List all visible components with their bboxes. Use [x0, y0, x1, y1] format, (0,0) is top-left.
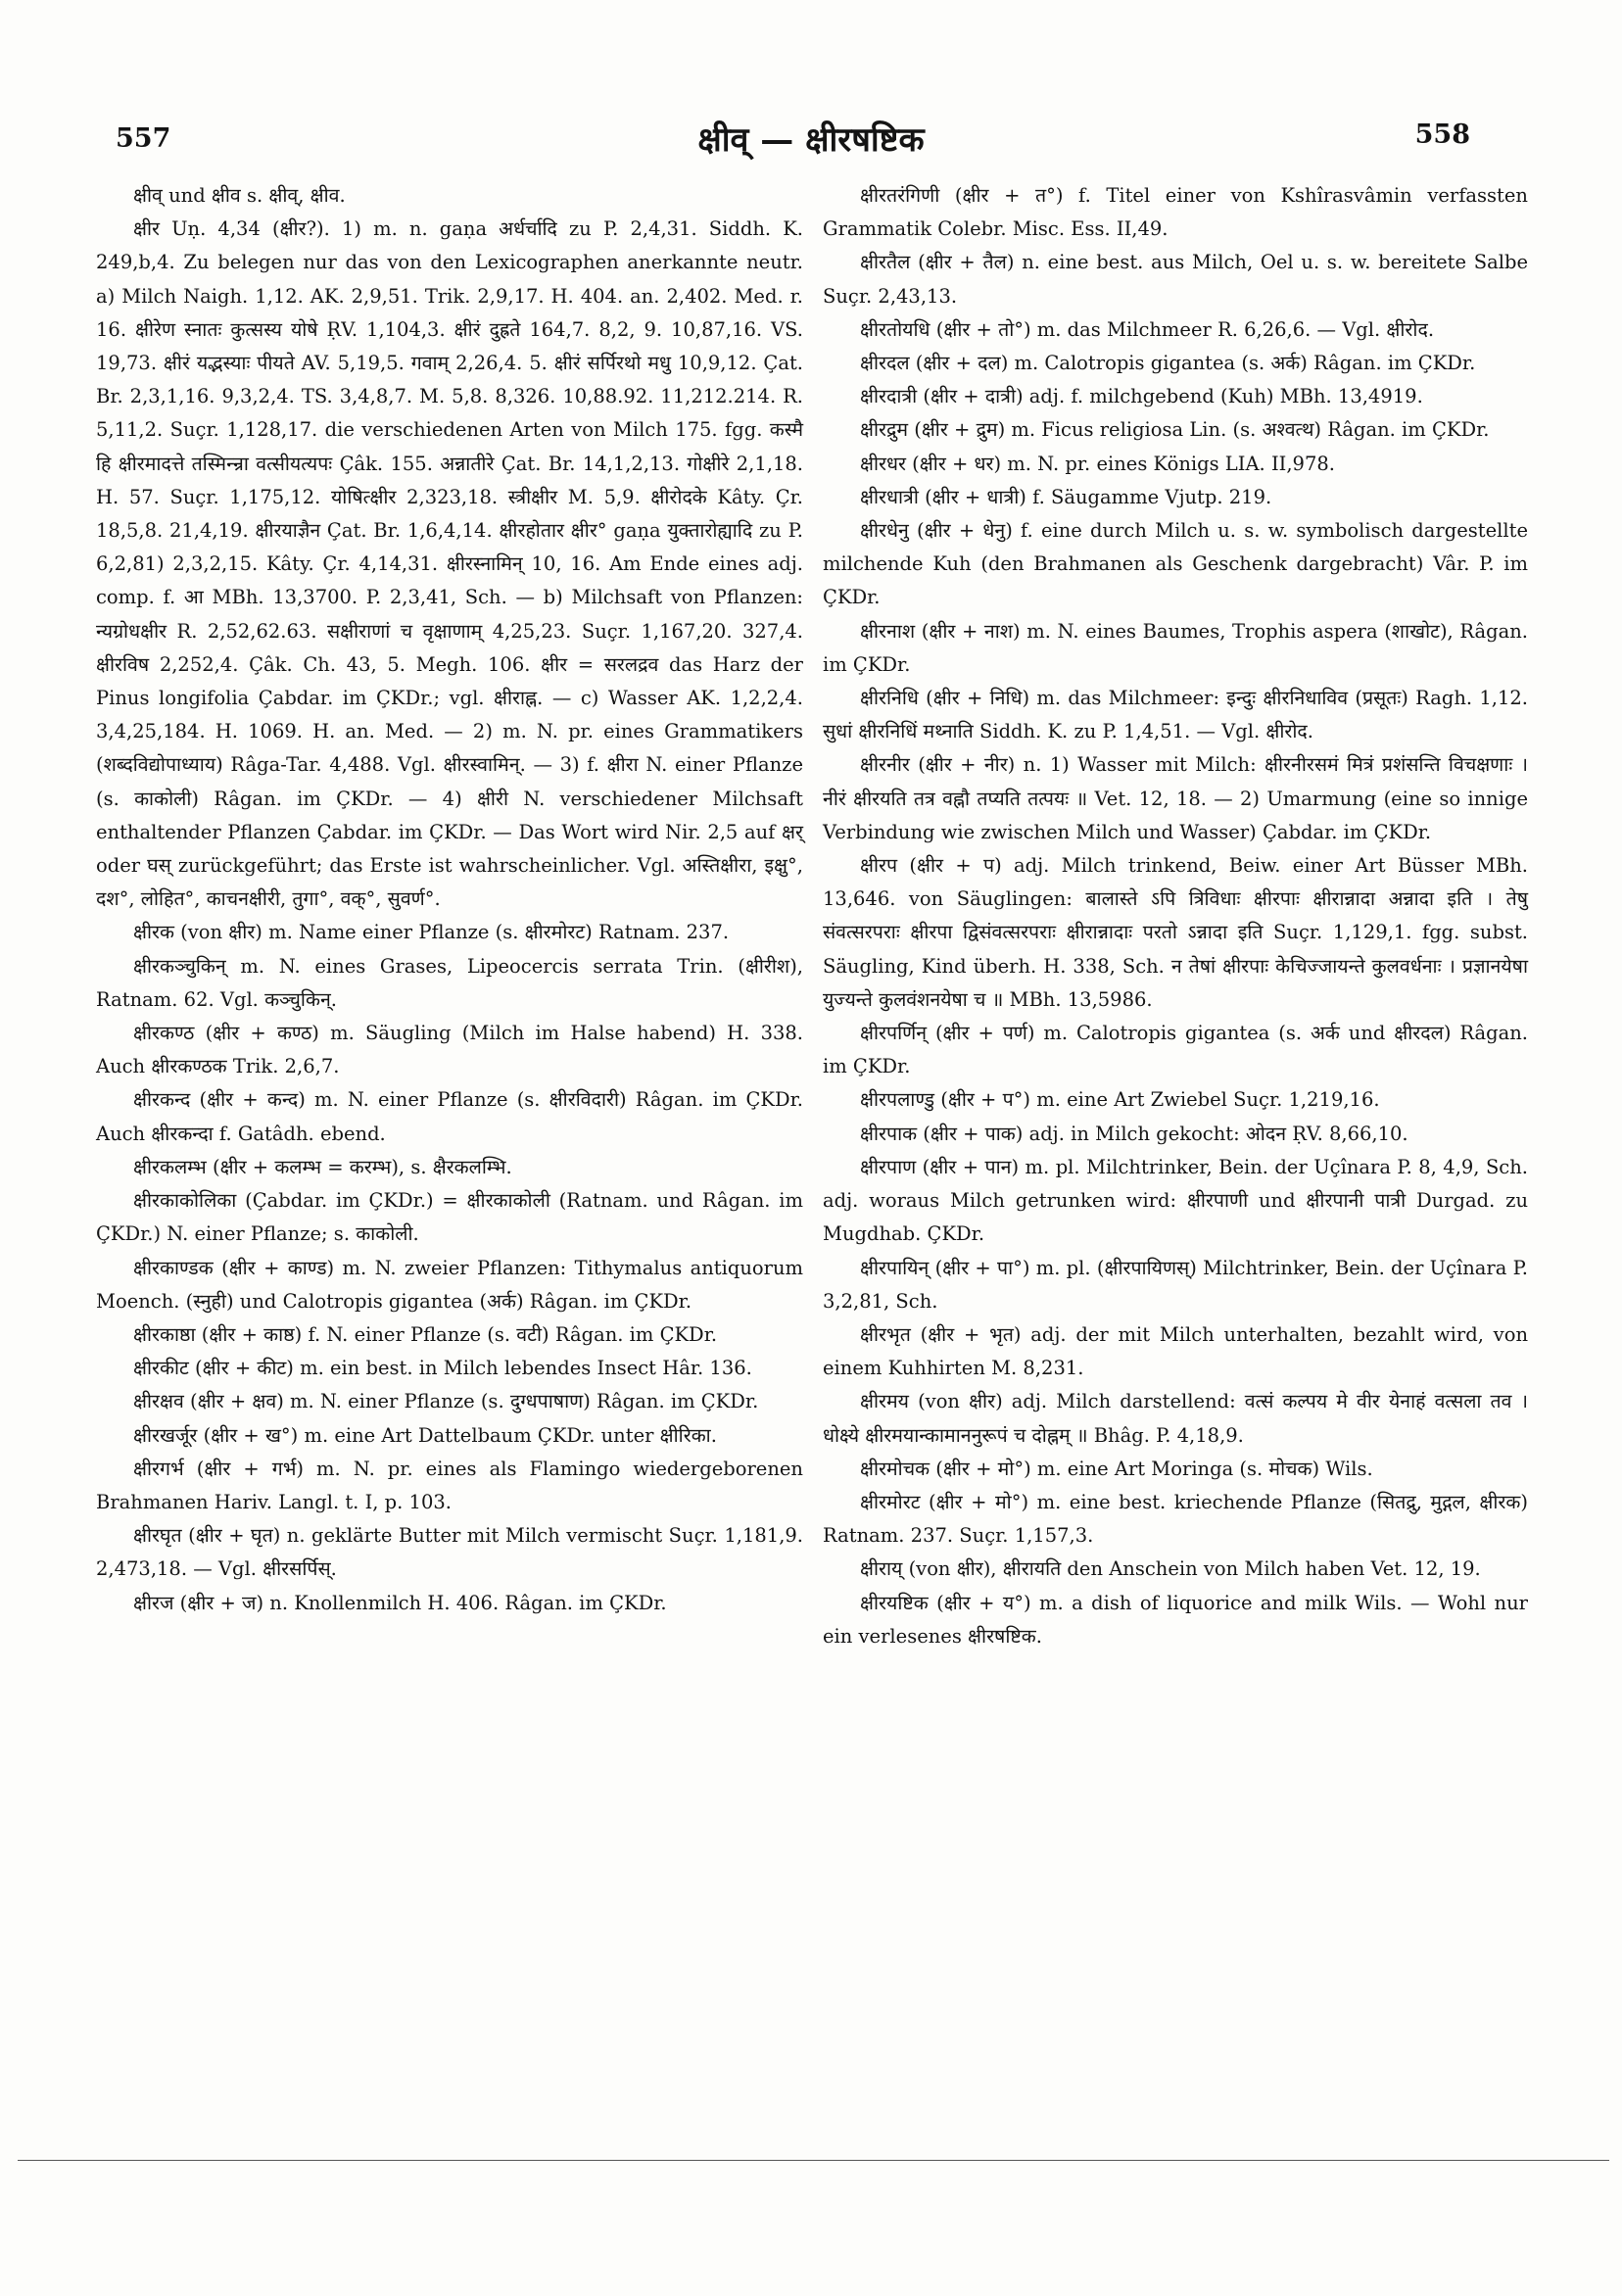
dictionary-entry: क्षीरज (क्षीर + ज) n. Knollenmilch H. 406. Râgan. im ÇKDr. [133, 1591, 667, 1614]
dictionary-entry: क्षीरतरंगिणी (क्षीर + त°) f. Titel einer von Kshîrasvâmin verfassten Grammatik Colebr. Misc. Ess. II,49. [823, 184, 1528, 241]
dictionary-entry: क्षीरखर्जूर (क्षीर + ख°) m. eine Art Dattelbaum ÇKDr. unter क्षीरिका. [133, 1423, 717, 1447]
running-title: क्षीव् — क्षीरषष्टिक [697, 120, 925, 160]
dictionary-entry: क्षीरपाण (क्षीर + पान) m. pl. Milchtrinker, Bein. der Uçînara P. 8, 4,9, Sch. adj. woraus Milch getrunken wird: क्षीरपाणी und क्षीरपानी पात्री Durgad. zu Mugdhab. ÇKDr. [823, 1155, 1528, 1246]
dictionary-entry: क्षीरपाक (क्षीर + पाक) adj. in Milch gekocht: ओदन ṚV. 8,66,10. [860, 1122, 1408, 1145]
dictionary-entry: क्षीव् und क्षीव s. क्षीव्, क्षीव. [133, 184, 346, 207]
dictionary-entry: क्षीरनीर (क्षीर + नीर) n. 1) Wasser mit Milch: क्षीरनीरसमं मित्रं प्रशंसन्ति विचक्षणाः । नीरं क्षीरयति तत्र वह्नौ तप्यति तत्पयः ॥ Vet. 12, 18. — 2) Umarmung (eine so innige Verbindung wie zwischen Milch und Wasser) Çabdar. im ÇKDr. [823, 753, 1528, 843]
dictionary-entry: क्षीरमोचक (क्षीर + मो°) m. eine Art Moringa (s. मोचक) Wils. [860, 1457, 1373, 1480]
dictionary-entry: क्षीरकाष्ठा (क्षीर + काष्ठ) f. N. einer Pflanze (s. वटी) Râgan. im ÇKDr. [133, 1322, 718, 1346]
dictionary-entry: क्षीरप (क्षीर + प) adj. Milch trinkend, Beiw. einer Art Büsser MBh. 13,646. von Säuglingen: बालास्ते ऽपि त्रिविधाः क्षीरपाः क्षीरान्नादा अन्नादा इति । तेषु संवत्सरपराः क्षीरपा द्विसंवत्सरपराः क्षीरान्नादाः परतो ऽन्नादा इति Suçr. 1,129,1. fgg. subst. Säugling, Kind überh. H. 338, Sch. न तेषां क्षीरपाः केचिज्जायन्ते कुलवर्धनाः । प्रज्ञानयेषा युज्यन्ते कुलवंशनयेषा च ॥ MBh. 13,5986. [823, 854, 1528, 1011]
dictionary-entry: क्षीर Uṇ. 4,34 (क्षीर?). 1) m. n. gaṇa अर्धर्चादि zu P. 2,4,31. Siddh. K. 249,b,4. Zu belegen nur das von den Lexicographen anerkannte neutr. a) Milch Naigh. 1,12. AK. 2,9,51. Trik. 2,9,17. H. 404. an. 2,402. Med. r. 16. क्षीरेण स्नातः कुत्सस्य योषे ṚV. 1,104,3. क्षीरं दुह्रते 164,7. 8,2, 9. 10,87,16. VS. 19,73. क्षीरं यद्भस्याः पीयते AV. 5,19,5. गवाम् 2,26,4. 5. क्षीरं सर्पिरथो मधु 10,9,12. Çat. Br. 2,3,1,16. 9,3,2,4. TS. 3,4,8,7. M. 5,8. 8,326. 10,88.92. 11,212.214. R. 5,11,2. Suçr. 1,128,17. die verschiedenen Arten von Milch 175. fgg. कस्मै हि क्षीरमादत्ते तस्मिन्न्रा वत्सीयत्यपः Çâk. 155. अन्नातीरे Çat. Br. 14,1,2,13. गोक्षीरे 2,1,18. H. 57. Suçr. 1,175,12. योषित्क्षीर 2,323,18. स्त्रीक्षीर M. 5,9. क्षीरोदके Kâty. Çr. 18,5,8. 21,4,19. क्षीरयाज्ञैन Çat. Br. 1,6,4,14. क्षीरहोतार क्षीर° gaṇa युक्तारोह्यादि zu P. 6,2,81) 2,3,2,15. Kâty. Çr. 4,14,31. क्षीरस्नामिन् 10, 16. Am Ende eines adj. comp. f. आ MBh. 13,3700. P. 2,3,41, Sch. — b) Milchsaft von Pflanzen: न्यग्रोधक्षीर R. 2,52,62.63. सक्षीराणां च वृक्षाणाम् 4,25,23. Suçr. 1,167,20. 327,4. क्षीरविष 2,252,4. Çâk. Ch. 43, 5. Megh. 106. क्षीर = सरलद्रव das Harz der Pinus longifolia Çabdar. im ÇKDr.; vgl. क्षीराह्न. — c) Wasser AK. 1,2,2,4. 3,4,25,184. H. 1069. H. an. Med. — 2) m. N. pr. eines Grammatikers (शब्दविद्योपाध्याय) Râga-Tar. 4,488. Vgl. क्षीरस्वामिन्. — 3) f. क्षीरा N. einer Pflanze (s. काकोली) Râgan. im ÇKDr. — 4) क्षीरी N. verschiedener Milchsaft enthaltender Pflanzen Çabdar. im ÇKDr. — Das Wort wird Nir. 2,5 auf क्षर् oder घस् zurückgeführt; das Erste ist wahrscheinlicher. Vgl. अस्तिक्षीरा, इक्षु°, दश°, लोहित°, काचनक्षीरी, तुगा°, वक्°, सुवर्ण°. [96, 217, 803, 911]
dictionary-entry: क्षीरनिधि (क्षीर + निधि) m. das Milchmeer: इन्दुः क्षीरनिधाविव (प्रसूतः) Ragh. 1,12. सुधां क्षीरनिधिं मथ्नाति Siddh. K. zu P. 1,4,51. — Vgl. क्षीरोद. [823, 687, 1528, 743]
dictionary-entry: क्षीरकण्ठ (क्षीर + कण्ठ) m. Säugling (Milch im Halse habend) H. 338. Auch क्षीरकण्ठक Trik. 2,6,7. [96, 1022, 803, 1078]
dictionary-entry: क्षीरक्षव (क्षीर + क्षव) m. N. einer Pflanze (s. दुग्धपाषाण) Râgan. im ÇKDr. [133, 1390, 759, 1413]
dictionary-entry: क्षीरद्रुम (क्षीर + द्रुम) m. Ficus religiosa Lin. (s. अश्वत्थ) Râgan. im ÇKDr. [860, 418, 1490, 442]
dictionary-entry: क्षीरघृत (क्षीर + घृत) n. geklärte Butter mit Milch vermischt Suçr. 1,181,9. 2,473,18. — Vgl. क्षीरसर्पिस्. [96, 1524, 803, 1581]
dictionary-entry: क्षीरकन्द (क्षीर + कन्द) m. N. einer Pflanze (s. क्षीरविदारी) Râgan. im ÇKDr. Auch क्षीरकन्दा f. Gatâdh. ebend. [96, 1088, 803, 1145]
dictionary-entry: क्षीराय् (von क्षीर), क्षीरायति den Anschein von Milch haben Vet. 12, 19. [860, 1557, 1481, 1581]
dictionary-entry: क्षीरमोरट (क्षीर + मो°) m. eine best. kriechende Pflanze (सितद्रु, मुद्गल, क्षीरक) Ratnam. 237. Suçr. 1,157,3. [823, 1490, 1528, 1548]
dictionary-entry: क्षीरगर्भ (क्षीर + गर्भ) m. N. pr. eines als Flamingo wiedergeborenen Brahmanen Hariv. Langl. t. I, p. 103. [96, 1457, 803, 1513]
dictionary-entry: क्षीरपर्णिन् (क्षीर + पर्ण) m. Calotropis gigantea (s. अर्क und क्षीरदल) Râgan. im ÇKDr. [823, 1022, 1528, 1078]
left-page-number: 557 [116, 123, 171, 154]
dictionary-entry: क्षीरकञ्चुकिन् m. N. eines Grases, Lipeocercis serrata Trin. (क्षीरीश), Ratnam. 62. Vgl. कञ्चुकिन्. [96, 954, 803, 1011]
dictionary-entry: क्षीरदात्री (क्षीर + दात्री) adj. f. milchgebend (Kuh) MBh. 13,4919. [860, 385, 1423, 408]
dictionary-entry: क्षीरकलम्भ (क्षीर + कलम्भ = करम्भ), s. क्षैरकलम्भि. [133, 1155, 512, 1178]
dictionary-entry: क्षीरधर (क्षीर + धर) m. N. pr. eines Königs LIA. II,978. [860, 452, 1335, 475]
left-column [96, 179, 803, 1620]
dictionary-entry: क्षीरतोयधि (क्षीर + तो°) m. das Milchmeer R. 6,26,6. — Vgl. क्षीरोद. [860, 317, 1435, 341]
dictionary-entry: क्षीरधेनु (क्षीर + धेनु) f. eine durch Milch u. s. w. symbolisch dargestellte milchende Kuh (den Brahmanen als Geschenk dargebracht) Vâr. P. im ÇKDr. [823, 519, 1528, 609]
dictionary-entry: क्षीरकाण्डक (क्षीर + काण्ड) m. N. zweier Pflanzen: Tithymalus antiquorum Moench. (स्नुही) und Calotropis gigantea (अर्क) Râgan. im ÇKDr. [96, 1256, 803, 1313]
right-column [823, 179, 1528, 1653]
dictionary-entry: क्षीरकीट (क्षीर + कीट) m. ein best. in Milch lebendes Insect Hâr. 136. [133, 1357, 752, 1380]
dictionary-entry: क्षीरक (von क्षीर) m. Name einer Pflanze (s. क्षीरमोरट) Ratnam. 237. [133, 921, 730, 944]
dictionary-entry: क्षीरपलाण्डु (क्षीर + प°) m. eine Art Zwiebel Suçr. 1,219,16. [860, 1088, 1380, 1112]
dictionary-entry: क्षीरतैल (क्षीर + तैल) n. eine best. aus Milch, Oel u. s. w. bereitete Salbe Suçr. 2,43,13. [823, 251, 1528, 308]
dictionary-entry: क्षीरधात्री (क्षीर + धात्री) f. Säugamme Vjutp. 219. [860, 485, 1272, 508]
dictionary-entry: क्षीरदल (क्षीर + दल) m. Calotropis gigantea (s. अर्क) Râgan. im ÇKDr. [860, 352, 1476, 375]
dictionary-entry: क्षीरनाश (क्षीर + नाश) m. N. eines Baumes, Trophis aspera (शाखोट), Râgan. im ÇKDr. [823, 619, 1528, 676]
bottom-rule [18, 2160, 1609, 2161]
dictionary-entry: क्षीरपायिन् (क्षीर + पा°) m. pl. (क्षीरपायिणस्) Milchtrinker, Bein. der Uçînara P. 3,2,81, Sch. [823, 1256, 1528, 1313]
dictionary-entry: क्षीरमय (von क्षीर) adj. Milch darstellend: वत्सं कल्पय मे वीर येनाहं वत्सला तव । धोक्ष्ये क्षीरमयान्कामाननुरूपं च दोह्नम् ॥ Bhâg. P. 4,18,9. [823, 1390, 1528, 1447]
dictionary-entry: क्षीरभृत (क्षीर + भृत) adj. der mit Milch unterhalten, bezahlt wird, von einem Kuhhirten M. 8,231. [823, 1322, 1528, 1380]
dictionary-entry: क्षीरयष्टिक (क्षीर + य°) m. a dish of liquorice and milk Wils. — Wohl nur ein verlesenes क्षीरषष्टिक. [823, 1591, 1528, 1648]
page-header [0, 116, 1622, 165]
right-page-number: 558 [1414, 120, 1470, 150]
dictionary-entry: क्षीरकाकोलिका (Çabdar. im ÇKDr.) = क्षीरकाकोली (Ratnam. und Râgan. im ÇKDr.) N. einer Pflanze; s. काकोली. [96, 1189, 803, 1246]
